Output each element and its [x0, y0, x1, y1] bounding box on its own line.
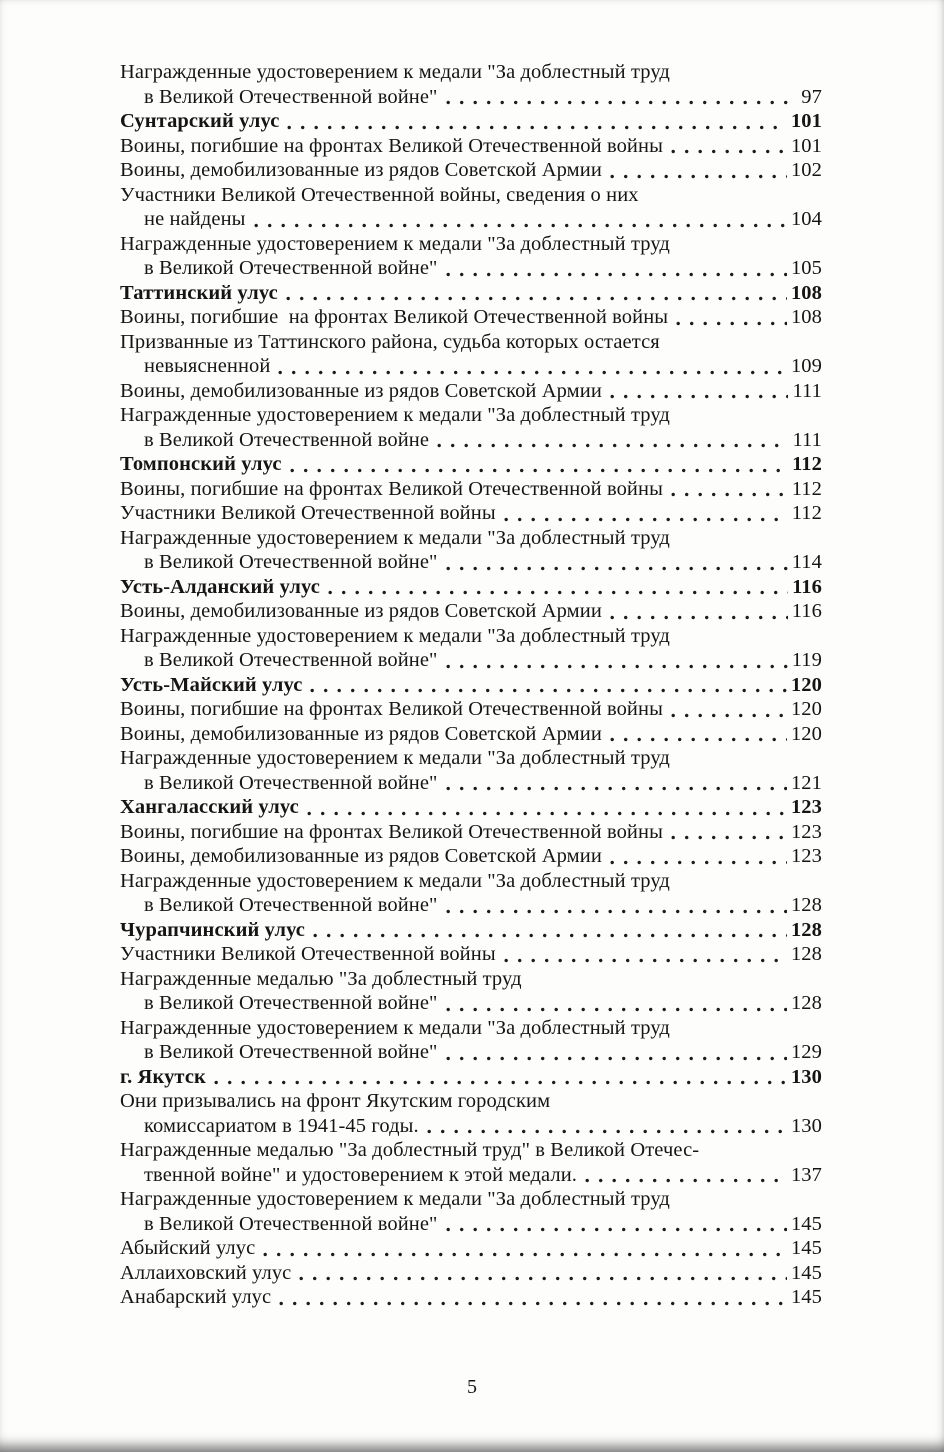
dot-leader	[610, 393, 789, 400]
toc-entry-text: в Великой Отечественной войне"	[144, 257, 438, 279]
toc-entry-page-number: 123	[790, 820, 822, 843]
toc-entry-text: Усть-Алданский улус	[120, 575, 320, 598]
toc-entry-line	[120, 844, 822, 869]
dot-leader	[446, 99, 798, 106]
toc-entry-line	[120, 477, 822, 502]
toc-entry	[120, 526, 822, 575]
toc-entry-page-number: 128	[790, 894, 822, 916]
dot-leader	[328, 589, 788, 596]
dot-leader	[676, 320, 787, 327]
toc-entry	[120, 869, 822, 918]
toc-entry-text: в Великой Отечественной войне"	[144, 85, 438, 108]
toc-entry-line	[120, 599, 822, 624]
toc-entry-line	[120, 158, 822, 183]
toc-entry	[120, 379, 822, 404]
toc-entry-text: Воины, погибшие на фронтах Великой Отечественной войны	[120, 477, 663, 500]
toc-entry-page-number: 120	[790, 722, 822, 745]
toc-entry-page-number: 105	[790, 257, 822, 279]
toc-entry	[120, 1016, 822, 1065]
dot-leader	[610, 859, 787, 866]
toc-entry-line	[120, 795, 822, 820]
page-number: 5	[467, 1376, 477, 1398]
toc-entry	[120, 918, 822, 943]
toc-entry	[120, 501, 822, 526]
toc-entry-text: Воины, погибшие на фронтах Великой Отечественной войны	[120, 820, 663, 843]
toc-entry-text: в Великой Отечественной войне"	[144, 771, 438, 794]
toc-entry-page-number: 101	[790, 134, 822, 157]
toc-entry-page-number: 128	[790, 943, 822, 965]
toc-entry-line	[120, 967, 822, 992]
toc-entry-line	[120, 1065, 822, 1090]
toc-entry-line	[120, 501, 822, 526]
toc-entry-page-number: 108	[790, 281, 822, 304]
dot-leader	[671, 712, 787, 719]
toc-entry-line	[120, 232, 822, 257]
toc-entry	[120, 403, 822, 452]
toc-entry	[120, 60, 822, 109]
toc-entry-text: Анабарский улус	[120, 1286, 272, 1308]
toc-entry	[120, 820, 822, 845]
toc-entry	[120, 281, 822, 306]
toc-entry	[120, 477, 822, 502]
toc-entry	[120, 109, 822, 134]
toc-entry-line	[120, 330, 822, 355]
toc-entry	[120, 1089, 822, 1138]
dot-leader	[504, 516, 788, 523]
toc-entry-line	[120, 1261, 822, 1286]
toc-entry	[120, 330, 822, 379]
toc-entry-text: Награжденные удостоверением к медали "За доблестный труд	[120, 232, 670, 255]
toc-entry-text: Воины, демобилизованные из рядов Советской Армии	[120, 722, 602, 745]
dot-leader	[437, 442, 788, 449]
toc-entry-line	[120, 1089, 822, 1114]
dot-leader	[585, 1177, 787, 1184]
toc-entry-line	[120, 207, 822, 232]
toc-entry-page-number: 145	[790, 1237, 822, 1259]
dot-leader	[278, 369, 786, 376]
dot-leader	[610, 614, 788, 621]
toc-entry	[120, 1065, 822, 1090]
toc-entry-page-number: 97	[801, 85, 822, 108]
toc-entry-page-number: 101	[790, 110, 822, 132]
toc-entry	[120, 183, 822, 232]
toc-entry-text: не найдены	[144, 208, 246, 230]
toc-entry-text: Награжденные удостоверением к медали "За доблестный труд	[120, 747, 670, 769]
dot-leader	[310, 687, 787, 694]
toc-entry-line	[120, 1212, 822, 1237]
toc-entry-page-number: 128	[790, 918, 822, 941]
toc-entry-page-number: 121	[790, 771, 822, 794]
dot-leader	[290, 467, 789, 474]
toc-entry-text: в Великой Отечественной войне"	[144, 1212, 438, 1235]
toc-entry-text: Участники Великой Отечественной войны	[120, 943, 496, 965]
toc-entry	[120, 697, 822, 722]
toc-entry-line	[120, 183, 822, 208]
toc-entry	[120, 746, 822, 795]
toc-entry-text: Награжденные медалью "За доблестный труд	[120, 967, 522, 990]
dot-leader	[427, 1128, 787, 1135]
toc-entry-page-number: 130	[790, 1114, 822, 1137]
toc-entry-line	[120, 452, 822, 477]
toc-entry-line	[120, 109, 822, 134]
toc-entry-line	[120, 403, 822, 428]
toc-entry-text: Воины, погибшие на фронтах Великой Отечественной войны	[120, 134, 663, 157]
toc-entry-text: в Великой Отечественной войне"	[144, 992, 438, 1014]
toc-entry-page-number: 112	[791, 502, 822, 524]
toc-entry-text: Награжденные удостоверением к медали "За доблестный труд	[120, 1016, 670, 1039]
toc-entry-text: твенной войне" и удостоверением к этой медали.	[144, 1163, 578, 1186]
toc-entry-text: Воины, погибшие на фронтах Великой Отечественной войны	[120, 698, 663, 720]
toc-entry-line	[120, 1285, 822, 1310]
toc-entry-text: Награжденные удостоверением к медали "За доблестный труд	[120, 624, 670, 647]
dot-leader	[610, 173, 787, 180]
toc-entry-page-number: 120	[790, 673, 822, 696]
toc-entry-page-number: 137	[790, 1163, 822, 1186]
dot-leader	[254, 222, 787, 229]
toc-entry-line	[120, 60, 822, 85]
toc-entry-text: Награжденные удостоверением к медали "За доблестный труд	[120, 526, 670, 549]
toc-entry	[120, 942, 822, 967]
toc-entry-text: Аллаиховский улус	[120, 1261, 292, 1284]
toc-entry-line	[120, 771, 822, 796]
toc-entry-text: Таттинский улус	[120, 281, 278, 304]
toc-entry-text: г. Якутск	[120, 1065, 206, 1088]
toc-list	[120, 60, 822, 1310]
toc-entry-page-number: 145	[790, 1212, 822, 1235]
toc-entry	[120, 844, 822, 869]
toc-entry-text: Хангаласский улус	[120, 796, 299, 818]
toc-entry-line	[120, 1187, 822, 1212]
toc-entry-line	[120, 550, 822, 575]
dot-leader	[446, 565, 788, 572]
toc-entry	[120, 599, 822, 624]
toc-entry-line	[120, 526, 822, 551]
toc-entry-text: Воины, погибшие на фронтах Великой Отечественной войны	[120, 306, 669, 328]
toc-entry-text: Воины, демобилизованные из рядов Советской Армии	[120, 159, 602, 181]
toc-entry-line	[120, 256, 822, 281]
toc-entry-text: Награжденные медалью "За доблестный труд" в Великой Отечес-	[120, 1139, 700, 1161]
toc-entry-line	[120, 697, 822, 722]
toc-entry-line	[120, 918, 822, 943]
dot-leader	[671, 491, 788, 498]
dot-leader	[263, 1251, 787, 1258]
toc-entry-page-number: 109	[790, 355, 822, 377]
toc-entry-text: в Великой Отечественной войне"	[144, 1041, 438, 1063]
toc-entry-text: Участники Великой Отечественной войны, сведения о них	[120, 183, 639, 206]
dot-leader	[671, 148, 787, 155]
toc-entry-page-number: 123	[790, 796, 822, 818]
toc-entry-text: в Великой Отечественной войне"	[144, 551, 438, 573]
toc-entry-page-number: 116	[792, 575, 822, 598]
toc-entry-text: Чурапчинский улус	[120, 918, 305, 941]
toc-entry-line	[120, 575, 822, 600]
dot-leader	[286, 295, 787, 302]
toc-entry-line	[120, 1016, 822, 1041]
toc-entry-page-number: 145	[790, 1286, 822, 1308]
toc-entry-page-number: 129	[790, 1041, 822, 1063]
toc-entry	[120, 452, 822, 477]
toc-entry-page-number: 128	[790, 992, 822, 1014]
toc-entry-page-number: 112	[792, 453, 822, 475]
dot-leader	[504, 957, 787, 964]
toc-entry-line	[120, 1138, 822, 1163]
toc-entry-page-number: 120	[790, 698, 822, 720]
toc-entry-line	[120, 673, 822, 698]
toc-entry	[120, 1138, 822, 1187]
toc-entry-page-number: 123	[790, 845, 822, 867]
toc-entry-page-number: 111	[792, 379, 822, 402]
toc-entry	[120, 967, 822, 1016]
toc-entry-page-number: 145	[790, 1261, 822, 1284]
toc-entry	[120, 134, 822, 159]
toc-entry-text: Воины, демобилизованные из рядов Советской Армии	[120, 600, 602, 622]
toc-entry-page-number: 116	[791, 600, 822, 622]
dot-leader	[610, 736, 787, 743]
toc-entry-page-number: 111	[792, 428, 822, 451]
toc-entry	[120, 1236, 822, 1261]
toc-entry-text: комиссариатом в 1941-45 годы.	[144, 1114, 419, 1137]
toc-entry-line	[120, 134, 822, 159]
toc-entry-text: Воины, демобилизованные из рядов Советской Армии	[120, 845, 602, 867]
toc-entry-page-number: 104	[790, 208, 822, 230]
dot-leader	[446, 1006, 787, 1013]
toc-entry-text: Сунтарский улус	[120, 110, 280, 132]
toc-entry-page-number: 114	[791, 551, 822, 573]
toc-entry-line	[120, 991, 822, 1016]
toc-entry-line	[120, 354, 822, 379]
toc-entry-page-number: 108	[790, 306, 822, 328]
toc-entry	[120, 158, 822, 183]
dot-leader	[446, 1055, 787, 1062]
toc-entry-line	[120, 1236, 822, 1261]
dot-leader	[287, 124, 786, 131]
toc-entry	[120, 1187, 822, 1236]
toc-entry-text: Награжденные удостоверением к медали "За доблестный труд	[120, 869, 670, 892]
toc-entry-text: в Великой Отечественной войне"	[144, 894, 438, 916]
toc-entry-text: невыясненной	[144, 355, 271, 377]
toc-entry	[120, 1261, 822, 1286]
toc-entry	[120, 624, 822, 673]
toc-entry-text: Воины, демобилизованные из рядов Советской Армии	[120, 379, 602, 402]
toc-entry-line	[120, 1163, 822, 1188]
toc-entry-text: в Великой Отечественной войне"	[144, 649, 438, 671]
toc-entry-line	[120, 379, 822, 404]
toc-entry-text: Усть-Майский улус	[120, 673, 303, 696]
toc-entry-line	[120, 942, 822, 967]
toc-entry	[120, 722, 822, 747]
toc-entry-text: Участники Великой Отечественной войны	[120, 502, 496, 524]
dot-leader	[671, 834, 787, 841]
toc-entry	[120, 232, 822, 281]
toc-entry	[120, 795, 822, 820]
dot-leader	[313, 932, 787, 939]
dot-leader	[446, 1226, 787, 1233]
toc-entry	[120, 305, 822, 330]
toc-entry-line	[120, 428, 822, 453]
toc-entry-text: Томпонский улус	[120, 453, 282, 475]
toc-entry-line	[120, 281, 822, 306]
toc-entry-line	[120, 893, 822, 918]
toc-entry-text: Они призывались на фронт Якутским городским	[120, 1090, 551, 1112]
toc-entry-line	[120, 820, 822, 845]
dot-leader	[446, 663, 788, 670]
dot-leader	[446, 271, 787, 278]
toc-entry-text: в Великой Отечественной войне	[144, 428, 430, 451]
toc-entry-page-number: 102	[790, 159, 822, 181]
dot-leader	[446, 908, 787, 915]
dot-leader	[307, 810, 787, 817]
dot-leader	[299, 1275, 787, 1282]
dot-leader	[446, 785, 787, 792]
toc-entry-line	[120, 624, 822, 649]
toc-entry-text: Абыйский улус	[120, 1237, 256, 1259]
toc-entry-line	[120, 305, 822, 330]
toc-entry-line	[120, 1040, 822, 1065]
toc-entry-line	[120, 648, 822, 673]
toc-entry-page-number: 119	[791, 649, 822, 671]
toc-entry-text: Награжденные удостоверением к медали "За доблестный труд	[120, 404, 670, 426]
toc-entry-line	[120, 85, 822, 110]
toc-entry-line	[120, 869, 822, 894]
toc-entry-line	[120, 722, 822, 747]
toc-entry-text: Награжденные удостоверением к медали "За доблестный труд	[120, 61, 670, 83]
toc-entry-line	[120, 1114, 822, 1139]
toc-entry-text: Призванные из Таттинского района, судьба которых остается	[120, 330, 660, 353]
toc-entry-line	[120, 746, 822, 771]
toc-entry	[120, 575, 822, 600]
toc-entry	[120, 1285, 822, 1310]
dot-leader	[279, 1300, 787, 1307]
toc-entry	[120, 673, 822, 698]
toc-entry-text: Награжденные удостоверением к медали "За доблестный труд	[120, 1188, 670, 1210]
toc-entry-page-number: 130	[790, 1065, 822, 1088]
toc-entry-page-number: 112	[791, 477, 822, 500]
dot-leader	[214, 1079, 787, 1086]
